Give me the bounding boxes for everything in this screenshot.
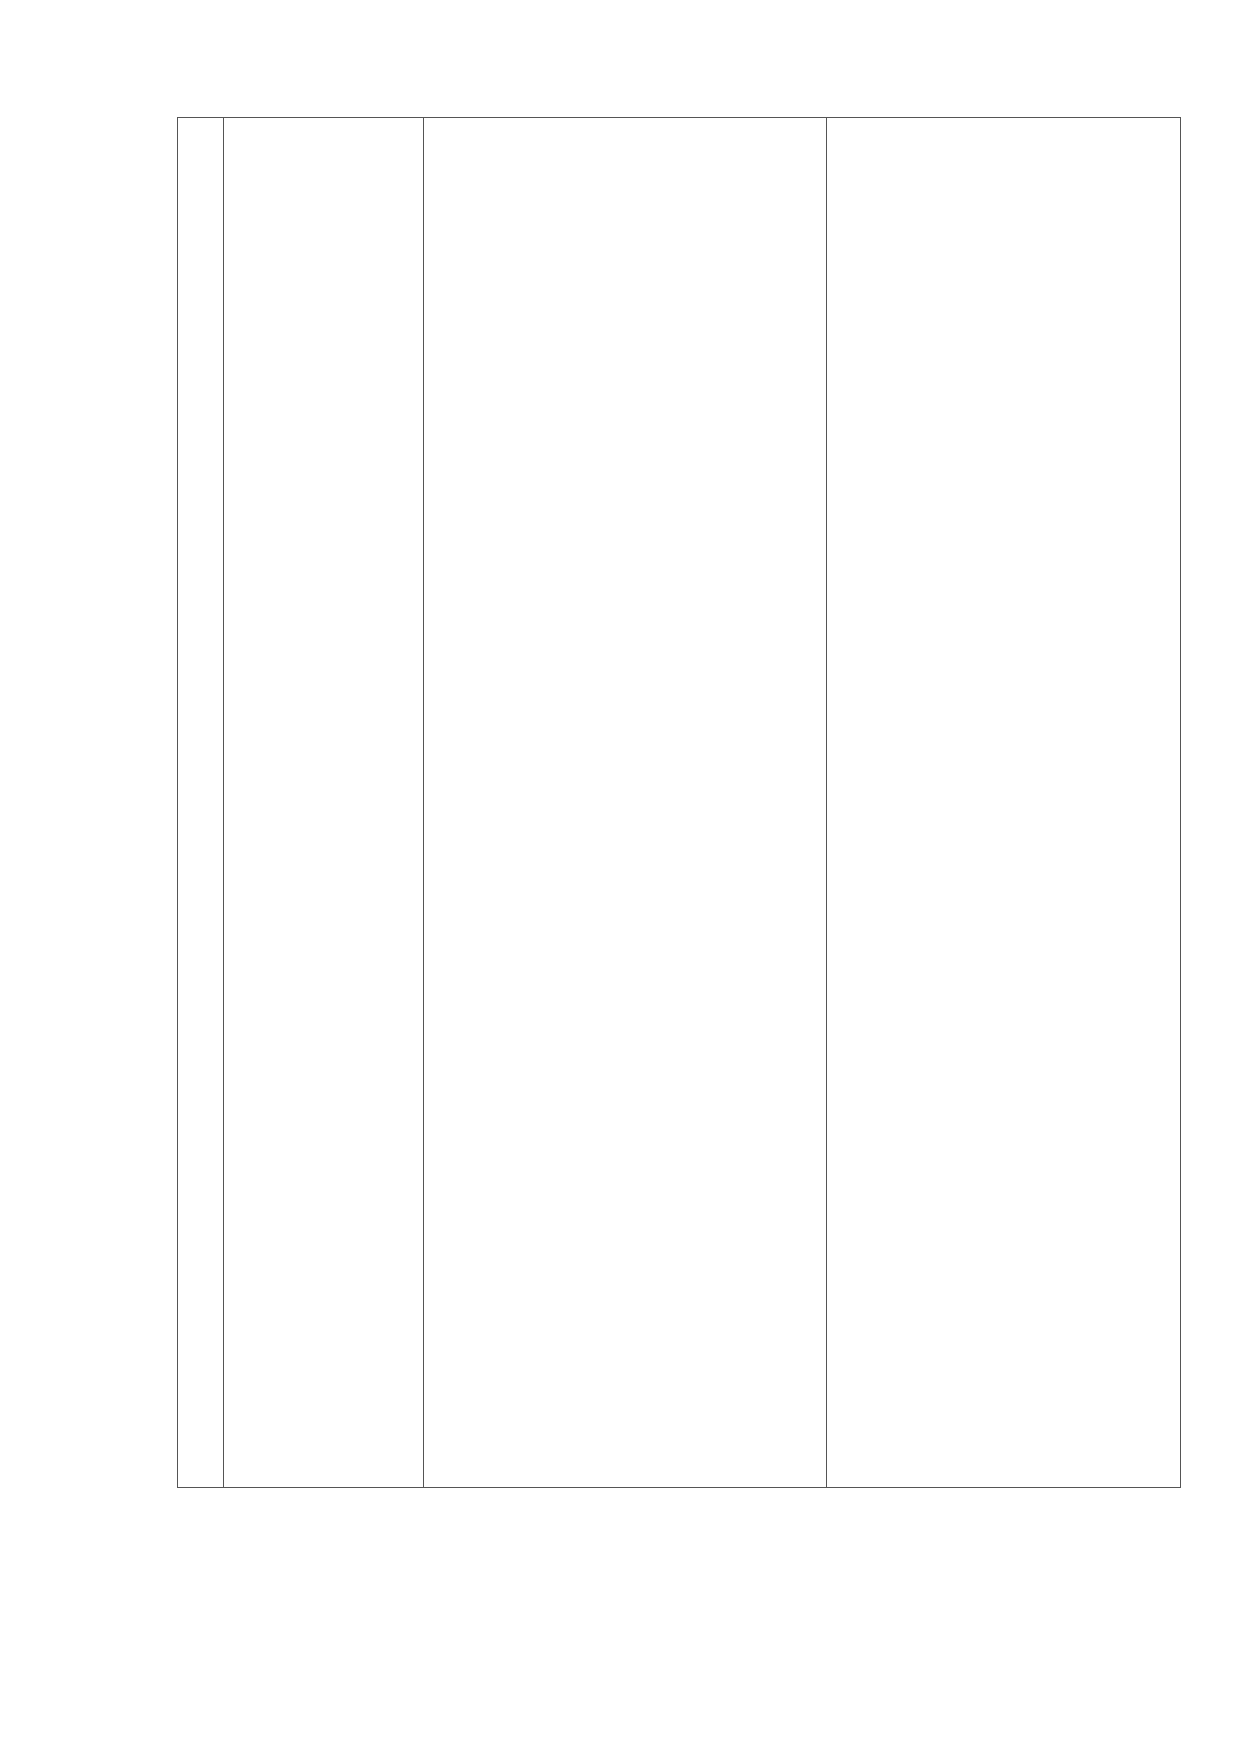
plant-table <box>177 117 1181 1488</box>
green-foliage-photo <box>894 840 1112 971</box>
row-number <box>178 118 224 1488</box>
table-row <box>178 118 1181 1488</box>
plant-name <box>224 118 424 1488</box>
pink-foliage-photo <box>900 635 1105 840</box>
description-cell <box>424 118 827 1488</box>
photo-cell <box>827 118 1181 1488</box>
